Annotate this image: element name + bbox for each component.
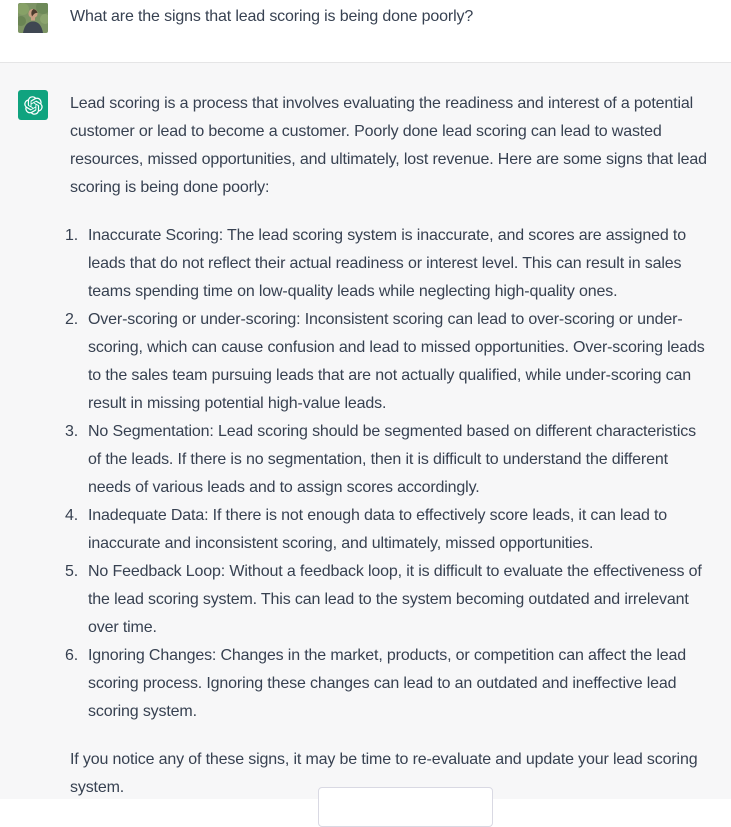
list-item bbox=[65, 222, 712, 306]
user-message-row bbox=[0, 0, 731, 62]
list-item-number: 5. bbox=[65, 563, 79, 580]
list-item bbox=[65, 306, 712, 418]
openai-logo-icon bbox=[24, 96, 43, 115]
user-message-text: What are the signs that lead scoring is being done poorly? bbox=[70, 8, 474, 25]
assistant-outro-paragraph: If you notice any of these signs, it may be time to re-evaluate and update your lead scoring system. bbox=[70, 751, 698, 796]
list-item bbox=[65, 418, 712, 502]
list-item-number: 4. bbox=[65, 507, 79, 524]
list-item-text: No Segmentation: Lead scoring should be segmented based on different characteristics of the leads. If there is no segmentation, then it is difficult to understand the different needs of various leads and to assign scores accordingly. bbox=[88, 423, 696, 496]
regenerate-response-button[interactable] bbox=[318, 787, 493, 827]
assistant-message-row bbox=[0, 62, 731, 799]
list-item-text: Over-scoring or under-scoring: Inconsistent scoring can lead to over-scoring or under-scoring, which can cause confusion and lead to missed opportunities. Over-scoring leads to the sales team pursuing leads that are not actually qualified, while under-scoring can result in missing potential high-value leads. bbox=[88, 311, 705, 412]
list-item-text: Inaccurate Scoring: The lead scoring system is inaccurate, and scores are assigned to leads that do not reflect their actual readiness or interest level. This can result in sales teams spending time on low-quality leads while neglecting high-quality ones. bbox=[88, 227, 686, 300]
list-item-number: 2. bbox=[65, 311, 79, 328]
list-item bbox=[65, 502, 712, 558]
chatgpt-avatar bbox=[18, 90, 48, 120]
list-item bbox=[65, 558, 712, 642]
list-item-text: Ignoring Changes: Changes in the market, products, or competition can affect the lead scoring process. Ignoring these changes can lead to an outdated and ineffective lead scoring system. bbox=[88, 647, 686, 720]
list-item-text: Inadequate Data: If there is not enough data to effectively score leads, it can lead to inaccurate and inconsistent scoring, and ultimately, missed opportunities. bbox=[88, 507, 668, 552]
list-item-number: 1. bbox=[65, 227, 79, 244]
assistant-intro-paragraph: Lead scoring is a process that involves evaluating the readiness and interest of a potential customer or lead to become a customer. Poorly done lead scoring can lead to wasted resources, missed opportunities, and ultimately, lost revenue. Here are some signs that lead scoring is being done poorly: bbox=[70, 95, 707, 196]
assistant-message-body bbox=[65, 90, 712, 802]
user-avatar bbox=[18, 3, 48, 33]
list-item bbox=[65, 642, 712, 726]
list-item-number: 3. bbox=[65, 423, 79, 440]
list-item-text: No Feedback Loop: Without a feedback loop, it is difficult to evaluate the effectiveness of the lead scoring system. This can lead to the system becoming outdated and irrelevant over time. bbox=[88, 563, 702, 636]
list-item-number: 6. bbox=[65, 647, 79, 664]
signs-list bbox=[65, 222, 712, 726]
user-photo-icon bbox=[18, 3, 48, 33]
